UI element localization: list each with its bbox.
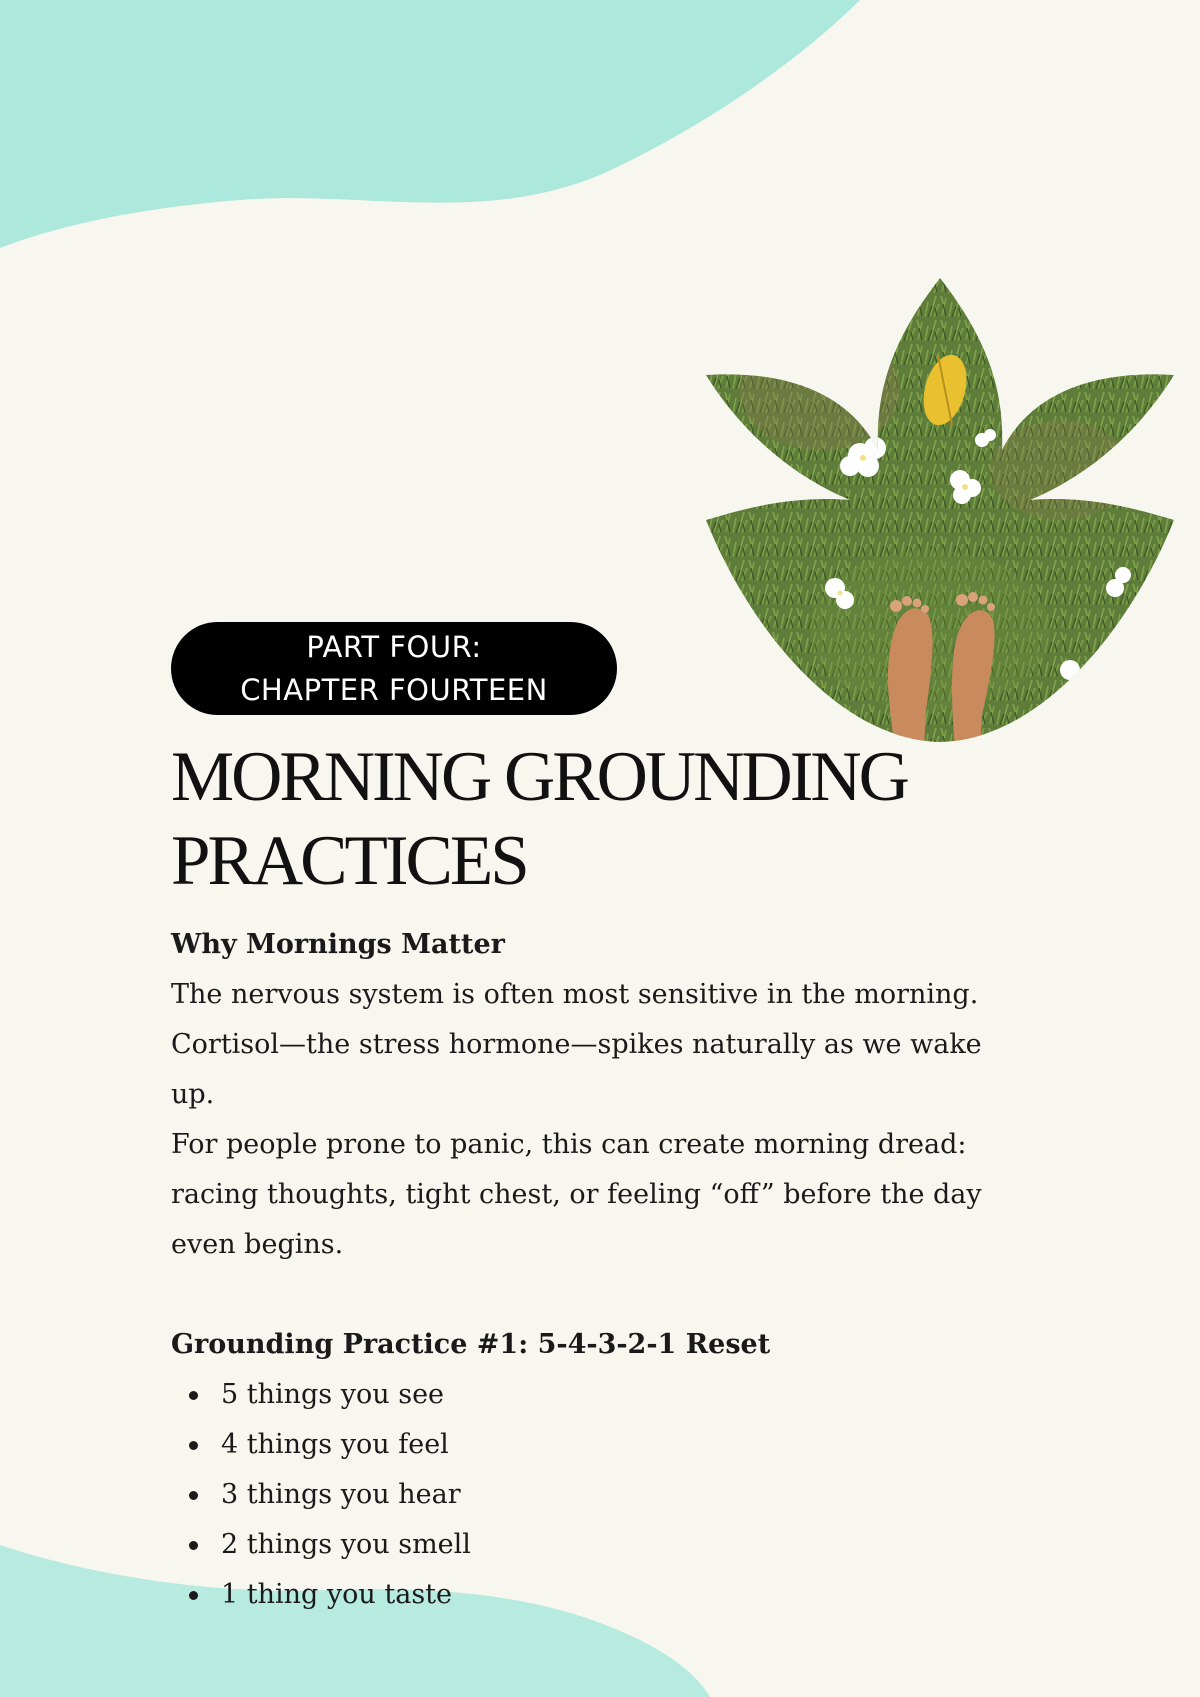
bullet-icon xyxy=(189,1541,198,1550)
practice-heading: Grounding Practice #1: 5-4-3-2-1 Reset xyxy=(171,1329,771,1360)
list-item xyxy=(171,1420,1021,1470)
why-paragraph xyxy=(171,970,1021,1270)
list-item xyxy=(171,1570,1021,1620)
bullet-icon xyxy=(189,1391,198,1400)
bullet-icon xyxy=(189,1491,198,1500)
list-item xyxy=(171,1520,1021,1570)
list-item xyxy=(171,1370,1021,1420)
chapter-part-label: PART FOUR: xyxy=(306,629,482,664)
list-item-text: 5 things you see xyxy=(221,1379,445,1410)
practice-list xyxy=(171,1370,1021,1620)
bullet-icon xyxy=(189,1441,198,1450)
content-body xyxy=(171,920,1021,1620)
list-item-text: 4 things you feel xyxy=(221,1429,449,1460)
lotus-leaf-photo xyxy=(700,270,1180,750)
why-line-1: The nervous system is often most sensitive in the morning. xyxy=(171,979,979,1010)
why-heading: Why Mornings Matter xyxy=(171,929,505,960)
chapter-pill xyxy=(171,622,617,715)
page-title-line-2: PRACTICES xyxy=(171,822,527,900)
why-line-5: even begins. xyxy=(171,1229,344,1260)
page-title xyxy=(171,735,1071,903)
why-line-2: Cortisol—the stress hormone—spikes naturally as we wake up. xyxy=(171,1029,982,1110)
list-item-text: 3 things you hear xyxy=(221,1479,461,1510)
list-item-text: 2 things you smell xyxy=(221,1529,471,1560)
section-spacer xyxy=(171,1270,1021,1320)
list-item-text: 1 thing you taste xyxy=(221,1579,453,1610)
bullet-icon xyxy=(189,1591,198,1600)
why-line-4: racing thoughts, tight chest, or feeling “off” before the day xyxy=(171,1179,982,1210)
page-title-line-1: MORNING GROUNDING xyxy=(171,738,907,816)
why-line-3: For people prone to panic, this can create morning dread: xyxy=(171,1129,967,1160)
list-item xyxy=(171,1470,1021,1520)
chapter-number-label: CHAPTER FOURTEEN xyxy=(240,672,548,707)
top-wave xyxy=(0,0,860,248)
